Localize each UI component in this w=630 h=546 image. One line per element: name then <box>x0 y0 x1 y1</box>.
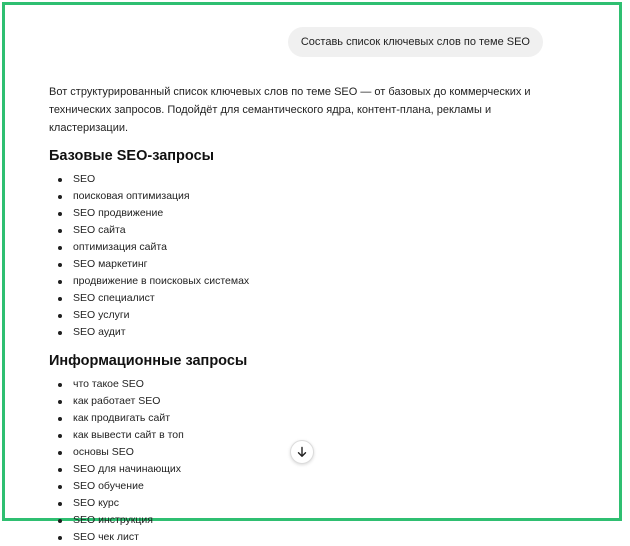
list-item: как вывести сайт в топ <box>73 427 569 444</box>
list-item: SEO обучение <box>73 478 569 495</box>
answer-intro: Вот структурированный список ключевых слов по теме SEO — от базовых до коммерческих и технических запросов. Подойдёт для семантического ядра, контент-плана, рекламы и кластеризации. <box>49 86 531 134</box>
list-item: как работает SEO <box>73 393 569 410</box>
arrow-down-icon <box>296 446 308 458</box>
list-item: SEO услуги <box>73 307 569 324</box>
assistant-answer <box>49 83 569 546</box>
list-item: SEO инструкция <box>73 512 569 529</box>
list-item: SEO продвижение <box>73 205 569 222</box>
user-message-bubble: Составь список ключевых слов по теме SEO <box>288 27 543 57</box>
list-item: SEO сайта <box>73 222 569 239</box>
chat-window <box>2 2 622 543</box>
list-item: поисковая оптимизация <box>73 188 569 205</box>
list-item: как продвигать сайт <box>73 410 569 427</box>
section-title-basic: Базовые SEO-запросы <box>49 148 215 164</box>
list-item: SEO специалист <box>73 290 569 307</box>
list-item: что такое SEO <box>73 376 569 393</box>
section-title-informational: Информационные запросы <box>49 353 248 369</box>
list-item: SEO чек лист <box>73 529 569 546</box>
scroll-to-bottom-button[interactable] <box>290 440 314 464</box>
list-item: основы SEO <box>73 444 569 461</box>
list-item: SEO <box>73 171 569 188</box>
list-item: SEO аудит <box>73 324 569 341</box>
keyword-list-basic <box>49 171 569 341</box>
list-item: SEO для начинающих <box>73 461 569 478</box>
list-item: SEO маркетинг <box>73 256 569 273</box>
list-item: SEO курс <box>73 495 569 512</box>
list-item: оптимизация сайта <box>73 239 569 256</box>
list-item: продвижение в поисковых системах <box>73 273 569 290</box>
